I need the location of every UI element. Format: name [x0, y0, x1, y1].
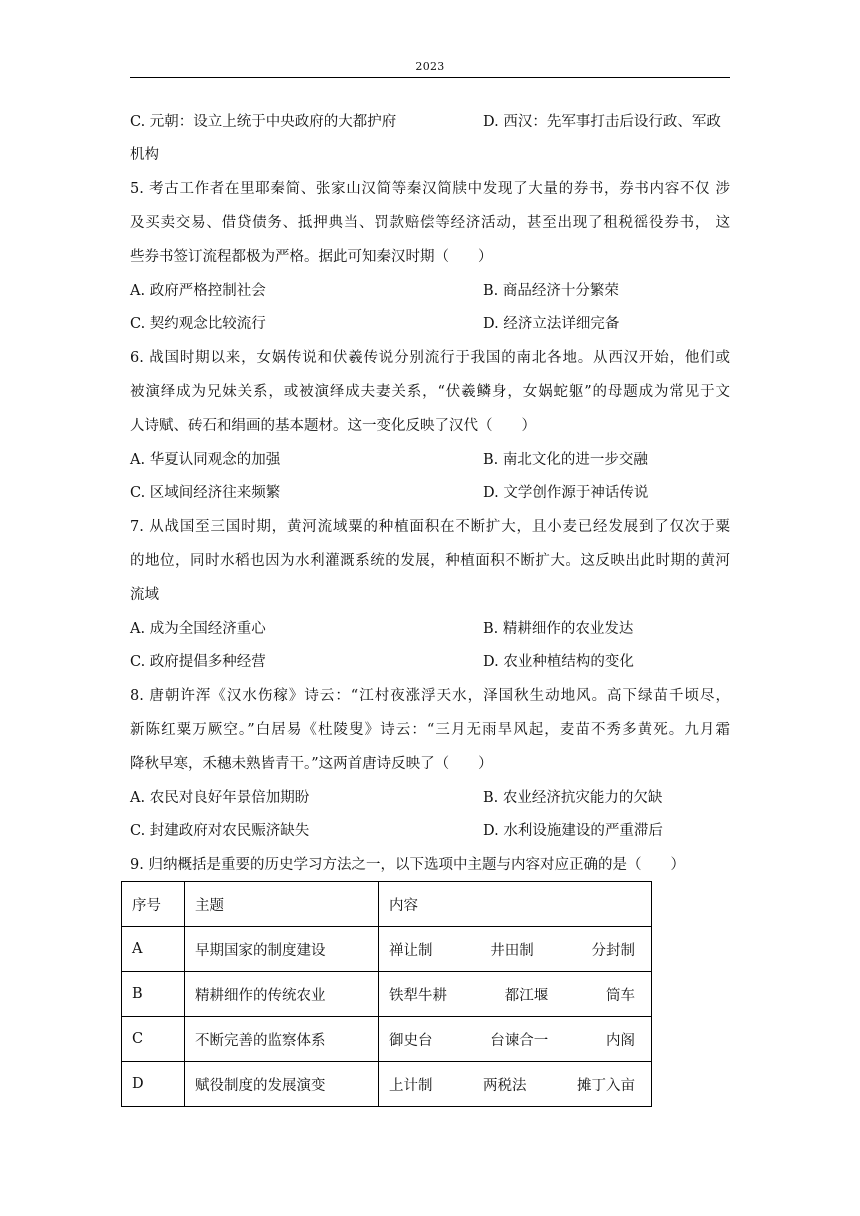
table-row [122, 1062, 652, 1107]
row-id: A [122, 927, 185, 972]
q5-option-b: B. 商品经济十分繁荣 [483, 283, 619, 299]
q8-stem-line-1: 8. 唐朝许浑《汉水伤稼》诗云：“江村夜涨浮天水，泽国秋生动地风。高下绿苗千顷尽， [130, 688, 730, 704]
content-item: 御史台 [389, 1032, 433, 1049]
q4-option-c: C. 元朝：设立上统于中央政府的大都护府 [130, 114, 397, 130]
page-header-year: 2023 [415, 60, 445, 73]
content-item: 台谏合一 [490, 1032, 549, 1049]
content-item: 内阁 [606, 1032, 635, 1049]
header-cell-content: 内容 [379, 882, 652, 927]
header-cell-theme: 主题 [185, 882, 379, 927]
q5-stem-line-3: 些券书签订流程都极为严格。据此可知秦汉时期（ ） [130, 249, 493, 265]
q7-option-b: B. 精耕细作的农业发达 [483, 621, 634, 637]
q7-stem-line-1: 7. 从战国至三国时期，黄河流域粟的种植面积在不断扩大，且小麦已经发展到了仅次于粟 [130, 519, 730, 535]
content-item: 铁犁牛耕 [389, 987, 447, 1004]
q6-stem-line-3: 人诗赋、砖石和绢画的基本题材。这一变化反映了汉代（ ） [130, 418, 536, 434]
content-item: 筒车 [606, 987, 635, 1004]
row-id: C [122, 1017, 185, 1062]
q6-option-c: C. 区域间经济往来频繁 [130, 485, 281, 501]
header-cell-id: 序号 [122, 882, 185, 927]
table-row [122, 972, 652, 1017]
q8-option-d: D. 水利设施建设的严重滞后 [483, 823, 663, 839]
q9-stem: 9. 归纳概括是重要的历史学习方法之一，以下选项中主题与内容对应正确的是（ ） [130, 857, 685, 873]
q6-option-a: A. 华夏认同观念的加强 [130, 452, 281, 468]
q5-stem-line-2: 及买卖交易、借贷债务、抵押典当、罚款赔偿等经济活动，甚至出现了租税徭役券书， 这 [130, 215, 730, 231]
row-theme: 精耕细作的传统农业 [185, 972, 379, 1017]
content-item: 都江堰 [504, 987, 549, 1004]
q8-stem-line-3: 降秋早寒，禾穗未熟皆青干。”这两首唐诗反映了（ ） [130, 756, 493, 772]
table-header-row [122, 882, 652, 927]
q7-stem-line-3: 流域 [130, 587, 159, 603]
q6-stem-line-1: 6. 战国时期以来，女娲传说和伏羲传说分别流行于我国的南北各地。从西汉开始，他们或 [130, 350, 730, 366]
q5-option-a: A. 政府严格控制社会 [130, 283, 266, 299]
row-id: B [122, 972, 185, 1017]
content-item: 禅让制 [389, 942, 433, 959]
q9-table [121, 881, 652, 1107]
row-content [379, 972, 652, 1017]
table-row [122, 1017, 652, 1062]
q5-option-d: D. 经济立法详细完备 [483, 316, 620, 332]
header-rule [130, 77, 730, 78]
q8-option-b: B. 农业经济抗灾能力的欠缺 [483, 790, 663, 806]
q5-option-c: C. 契约观念比较流行 [130, 316, 266, 332]
content-item: 上计制 [389, 1077, 433, 1094]
row-id: D [122, 1062, 185, 1107]
content-item: 两税法 [483, 1077, 527, 1094]
row-theme: 赋役制度的发展演变 [185, 1062, 379, 1107]
row-content [379, 1017, 652, 1062]
q8-stem-line-2: 新陈红粟万厥空。”白居易《杜陵叟》诗云：“三月无雨旱风起，麦苗不秀多黄死。九月霜 [130, 722, 730, 738]
q7-option-a: A. 成为全国经济重心 [130, 621, 266, 637]
q6-option-b: B. 南北文化的进一步交融 [483, 452, 648, 468]
table-row [122, 927, 652, 972]
content-item: 分封制 [591, 942, 635, 959]
q8-option-c: C. 封建政府对农民赈济缺失 [130, 823, 310, 839]
row-theme: 不断完善的监察体系 [185, 1017, 379, 1062]
row-content [379, 1062, 652, 1107]
q7-stem-line-2: 的地位，同时水稻也因为水利灌溉系统的发展，种植面积不断扩大。这反映出此时期的黄河 [130, 553, 730, 569]
content-item: 井田制 [490, 942, 534, 959]
row-content [379, 927, 652, 972]
q8-option-a: A. 农民对良好年景倍加期盼 [130, 790, 310, 806]
q4-option-d-wrap: 机构 [130, 147, 159, 163]
row-theme: 早期国家的制度建设 [185, 927, 379, 972]
q7-option-c: C. 政府提倡多种经营 [130, 654, 266, 670]
q6-option-d: D. 文学创作源于神话传说 [483, 485, 649, 501]
q5-stem-line-1: 5. 考古工作者在里耶秦简、张家山汉简等秦汉简牍中发现了大量的券书，券书内容不仅 涉 [130, 181, 730, 197]
content-item: 摊丁入亩 [577, 1077, 635, 1094]
q7-option-d: D. 农业种植结构的变化 [483, 654, 634, 670]
q4-option-d: D. 西汉：先军事打击后设行政、军政 [483, 114, 721, 130]
q6-stem-line-2: 被演绎成为兄妹关系，或被演绎成夫妻关系，“伏羲鳞身，女娲蛇躯”的母题成为常见于文 [130, 384, 730, 400]
